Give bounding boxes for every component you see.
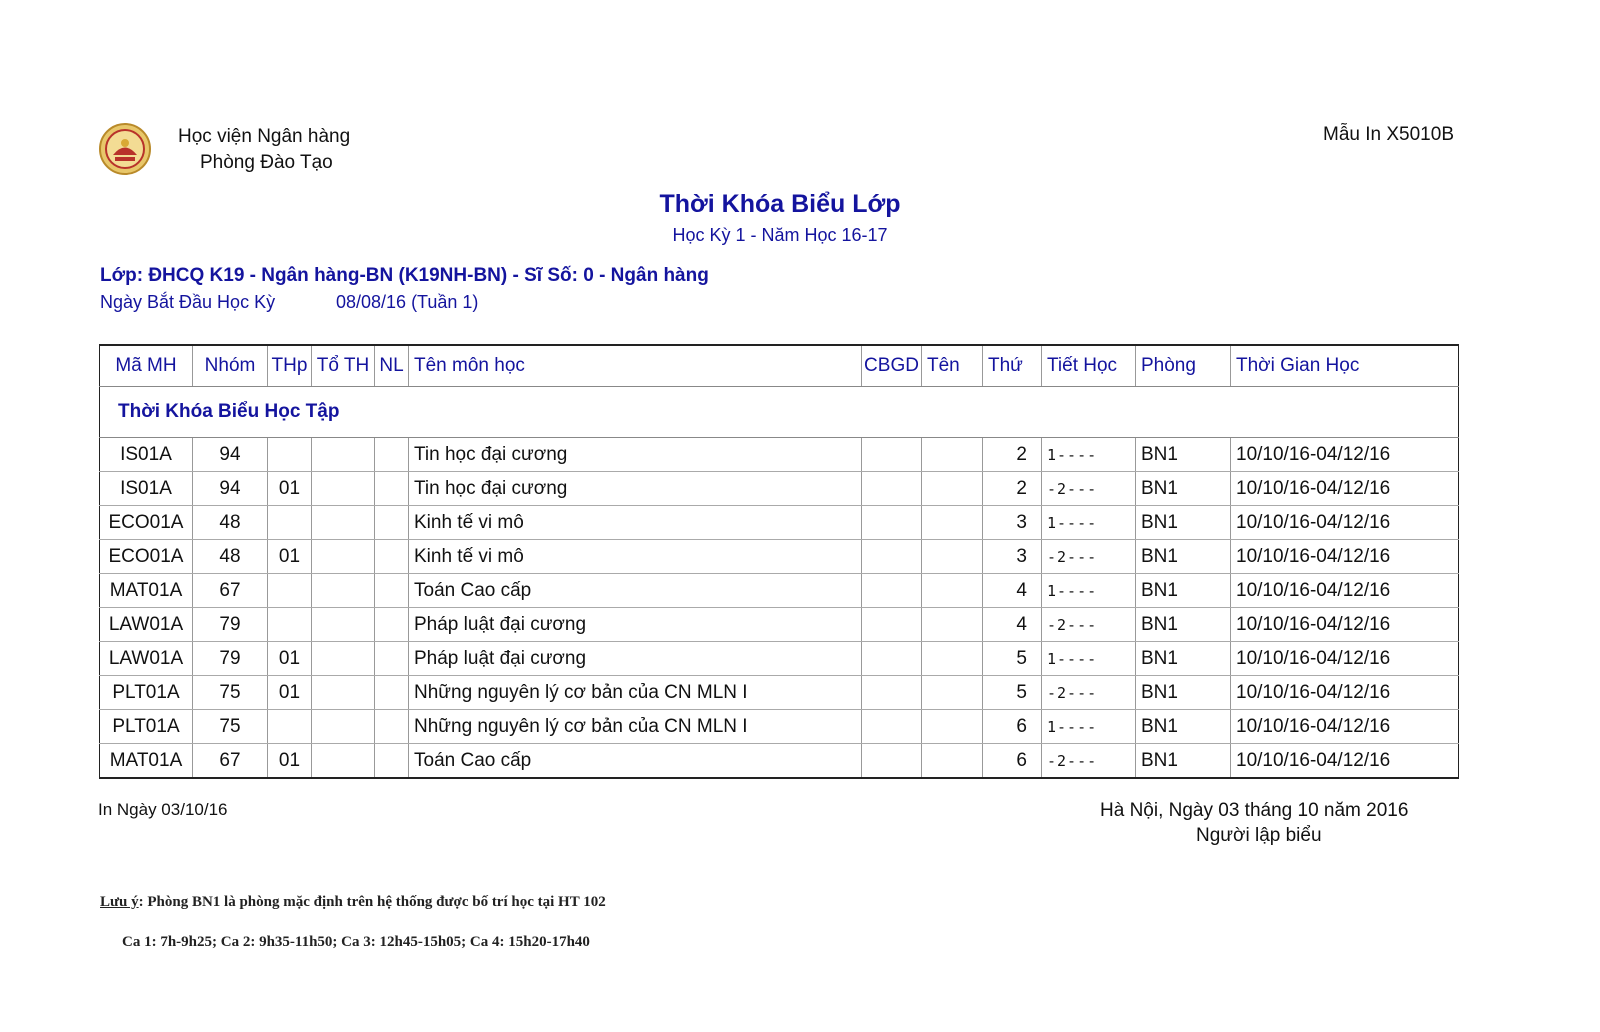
course-code-cell: ECO01A (100, 506, 193, 540)
course-code-cell: PLT01A (100, 710, 193, 744)
column-header: CBGD (862, 345, 922, 387)
lecturer-name-cell (922, 574, 983, 608)
practice-group-cell (312, 676, 375, 710)
room-cell: BN1 (1136, 540, 1231, 574)
nl-cell (375, 472, 409, 506)
nl-cell (375, 438, 409, 472)
study-period-cell: 10/10/16-04/12/16 (1231, 608, 1459, 642)
column-header: THp (268, 345, 312, 387)
course-code-cell: MAT01A (100, 574, 193, 608)
course-code-cell: IS01A (100, 472, 193, 506)
column-header: Tiết Học (1042, 345, 1136, 387)
group-cell: 79 (193, 642, 268, 676)
subject-name-cell: Pháp luật đại cương (409, 642, 862, 676)
lecturer-name-cell (922, 540, 983, 574)
column-header: Thời Gian Học (1231, 345, 1459, 387)
nl-cell (375, 642, 409, 676)
lecturer-cell (862, 438, 922, 472)
nl-cell (375, 574, 409, 608)
subject-name-cell: Pháp luật đại cương (409, 608, 862, 642)
nl-cell (375, 744, 409, 779)
room-cell: BN1 (1136, 506, 1231, 540)
practice-group-cell (312, 642, 375, 676)
practice-group-cell (312, 540, 375, 574)
print-date: In Ngày 03/10/16 (98, 800, 228, 819)
table-row (100, 676, 1459, 710)
weekday-cell: 6 (983, 744, 1042, 779)
thp-cell (268, 710, 312, 744)
group-cell: 79 (193, 608, 268, 642)
table-row (100, 438, 1459, 472)
table-row (100, 710, 1459, 744)
period-cell: -2--- (1042, 744, 1136, 779)
table-row (100, 540, 1459, 574)
semester-start-value: 08/08/16 (Tuần 1) (336, 292, 479, 312)
room-cell: BN1 (1136, 438, 1231, 472)
room-cell: BN1 (1136, 642, 1231, 676)
subject-name-cell: Kinh tế vi mô (409, 506, 862, 540)
nl-cell (375, 676, 409, 710)
study-period-cell: 10/10/16-04/12/16 (1231, 574, 1459, 608)
thp-cell: 01 (268, 472, 312, 506)
weekday-cell: 4 (983, 574, 1042, 608)
practice-group-cell (312, 744, 375, 779)
class-info: Lớp: ĐHCQ K19 - Ngân hàng-BN (K19NH-BN) - Sĩ Số: 0 - Ngân hàng (100, 265, 709, 286)
room-cell: BN1 (1136, 710, 1231, 744)
practice-group-cell (312, 710, 375, 744)
room-cell: BN1 (1136, 676, 1231, 710)
group-cell: 94 (193, 438, 268, 472)
table-row (100, 574, 1459, 608)
course-code-cell: ECO01A (100, 540, 193, 574)
thp-cell: 01 (268, 642, 312, 676)
group-cell: 94 (193, 472, 268, 506)
table-row (100, 642, 1459, 676)
period-cell: 1---- (1042, 438, 1136, 472)
group-cell: 67 (193, 574, 268, 608)
institution-header (178, 124, 350, 176)
room-cell: BN1 (1136, 574, 1231, 608)
column-header: Tên (922, 345, 983, 387)
study-period-cell: 10/10/16-04/12/16 (1231, 506, 1459, 540)
nl-cell (375, 710, 409, 744)
practice-group-cell (312, 608, 375, 642)
semester-start-label: Ngày Bắt Đầu Học Kỳ (100, 292, 276, 312)
lecturer-cell (862, 608, 922, 642)
course-code-cell: MAT01A (100, 744, 193, 779)
practice-group-cell (312, 506, 375, 540)
table-row (100, 506, 1459, 540)
period-cell: -2--- (1042, 540, 1136, 574)
practice-group-cell (312, 574, 375, 608)
weekday-cell: 6 (983, 710, 1042, 744)
page-title: Thời Khóa Biểu Lớp (659, 190, 901, 218)
group-cell: 48 (193, 506, 268, 540)
subject-name-cell: Những nguyên lý cơ bản của CN MLN I (409, 676, 862, 710)
period-cell: -2--- (1042, 472, 1136, 506)
thp-cell: 01 (268, 676, 312, 710)
column-header: Nhóm (193, 345, 268, 387)
column-header: Mã MH (100, 345, 193, 387)
semester-start-row (100, 292, 479, 313)
weekday-cell: 3 (983, 540, 1042, 574)
academy-seal-icon (98, 122, 152, 176)
thp-cell: 01 (268, 540, 312, 574)
period-cell: -2--- (1042, 676, 1136, 710)
period-cell: 1---- (1042, 710, 1136, 744)
weekday-cell: 5 (983, 642, 1042, 676)
thp-cell (268, 438, 312, 472)
study-period-cell: 10/10/16-04/12/16 (1231, 710, 1459, 744)
lecturer-name-cell (922, 710, 983, 744)
subject-name-cell: Kinh tế vi mô (409, 540, 862, 574)
column-header: Tên môn học (409, 345, 862, 387)
weekday-cell: 2 (983, 472, 1042, 506)
table-row (100, 744, 1459, 779)
lecturer-cell (862, 506, 922, 540)
shift-times-note: Ca 1: 7h-9h25; Ca 2: 9h35-11h50; Ca 3: 12h45-15h05; Ca 4: 15h20-17h40 (122, 934, 590, 950)
period-cell: 1---- (1042, 506, 1136, 540)
institution-name: Học viện Ngân hàng (178, 126, 351, 147)
study-period-cell: 10/10/16-04/12/16 (1231, 438, 1459, 472)
thp-cell (268, 608, 312, 642)
group-cell: 75 (193, 676, 268, 710)
course-code-cell: PLT01A (100, 676, 193, 710)
lecturer-name-cell (922, 642, 983, 676)
timetable (99, 344, 1459, 779)
table-row (100, 472, 1459, 506)
thp-cell (268, 574, 312, 608)
preparer-label: Người lập biểu (1196, 825, 1322, 846)
period-cell: -2--- (1042, 608, 1136, 642)
table-header-row (100, 345, 1459, 387)
thp-cell (268, 506, 312, 540)
form-code: Mẫu In X5010B (1323, 124, 1454, 145)
weekday-cell: 5 (983, 676, 1042, 710)
subject-name-cell: Toán Cao cấp (409, 744, 862, 779)
section-row (100, 387, 1459, 438)
practice-group-cell (312, 438, 375, 472)
study-period-cell: 10/10/16-04/12/16 (1231, 472, 1459, 506)
study-period-cell: 10/10/16-04/12/16 (1231, 744, 1459, 779)
table-row (100, 608, 1459, 642)
nl-cell (375, 506, 409, 540)
study-period-cell: 10/10/16-04/12/16 (1231, 642, 1459, 676)
lecturer-name-cell (922, 438, 983, 472)
practice-group-cell (312, 472, 375, 506)
group-cell: 48 (193, 540, 268, 574)
lecturer-cell (862, 710, 922, 744)
room-cell: BN1 (1136, 608, 1231, 642)
room-cell: BN1 (1136, 472, 1231, 506)
thp-cell: 01 (268, 744, 312, 779)
lecturer-cell (862, 574, 922, 608)
note-text: : Phòng BN1 là phòng mặc định trên hệ thống được bố trí học tại HT 102 (138, 894, 606, 910)
course-code-cell: IS01A (100, 438, 193, 472)
weekday-cell: 2 (983, 438, 1042, 472)
lecturer-cell (862, 642, 922, 676)
nl-cell (375, 608, 409, 642)
period-cell: 1---- (1042, 574, 1136, 608)
group-cell: 75 (193, 710, 268, 744)
study-period-cell: 10/10/16-04/12/16 (1231, 540, 1459, 574)
lecturer-cell (862, 472, 922, 506)
lecturer-cell (862, 676, 922, 710)
column-header: Thứ (983, 345, 1042, 387)
lecturer-name-cell (922, 506, 983, 540)
department-name: Phòng Đào Tạo (200, 152, 333, 173)
column-header: Phòng (1136, 345, 1231, 387)
lecturer-name-cell (922, 744, 983, 779)
note-label: Lưu ý (100, 894, 139, 910)
subject-name-cell: Tin học đại cương (409, 472, 862, 506)
weekday-cell: 3 (983, 506, 1042, 540)
nl-cell (375, 540, 409, 574)
lecturer-cell (862, 540, 922, 574)
column-header: Tổ TH (312, 345, 375, 387)
room-note (100, 894, 606, 911)
room-cell: BN1 (1136, 744, 1231, 779)
lecturer-cell (862, 744, 922, 779)
page-subtitle: Học Kỳ 1 - Năm Học 16-17 (672, 225, 888, 245)
group-cell: 67 (193, 744, 268, 779)
column-header: NL (375, 345, 409, 387)
lecturer-name-cell (922, 472, 983, 506)
course-code-cell: LAW01A (100, 608, 193, 642)
lecturer-name-cell (922, 608, 983, 642)
period-cell: 1---- (1042, 642, 1136, 676)
lecturer-name-cell (922, 676, 983, 710)
section-title: Thời Khóa Biểu Học Tập (100, 387, 1459, 438)
subject-name-cell: Toán Cao cấp (409, 574, 862, 608)
subject-name-cell: Những nguyên lý cơ bản của CN MLN I (409, 710, 862, 744)
subject-name-cell: Tin học đại cương (409, 438, 862, 472)
study-period-cell: 10/10/16-04/12/16 (1231, 676, 1459, 710)
place-date: Hà Nội, Ngày 03 tháng 10 năm 2016 (1100, 800, 1409, 821)
course-code-cell: LAW01A (100, 642, 193, 676)
weekday-cell: 4 (983, 608, 1042, 642)
